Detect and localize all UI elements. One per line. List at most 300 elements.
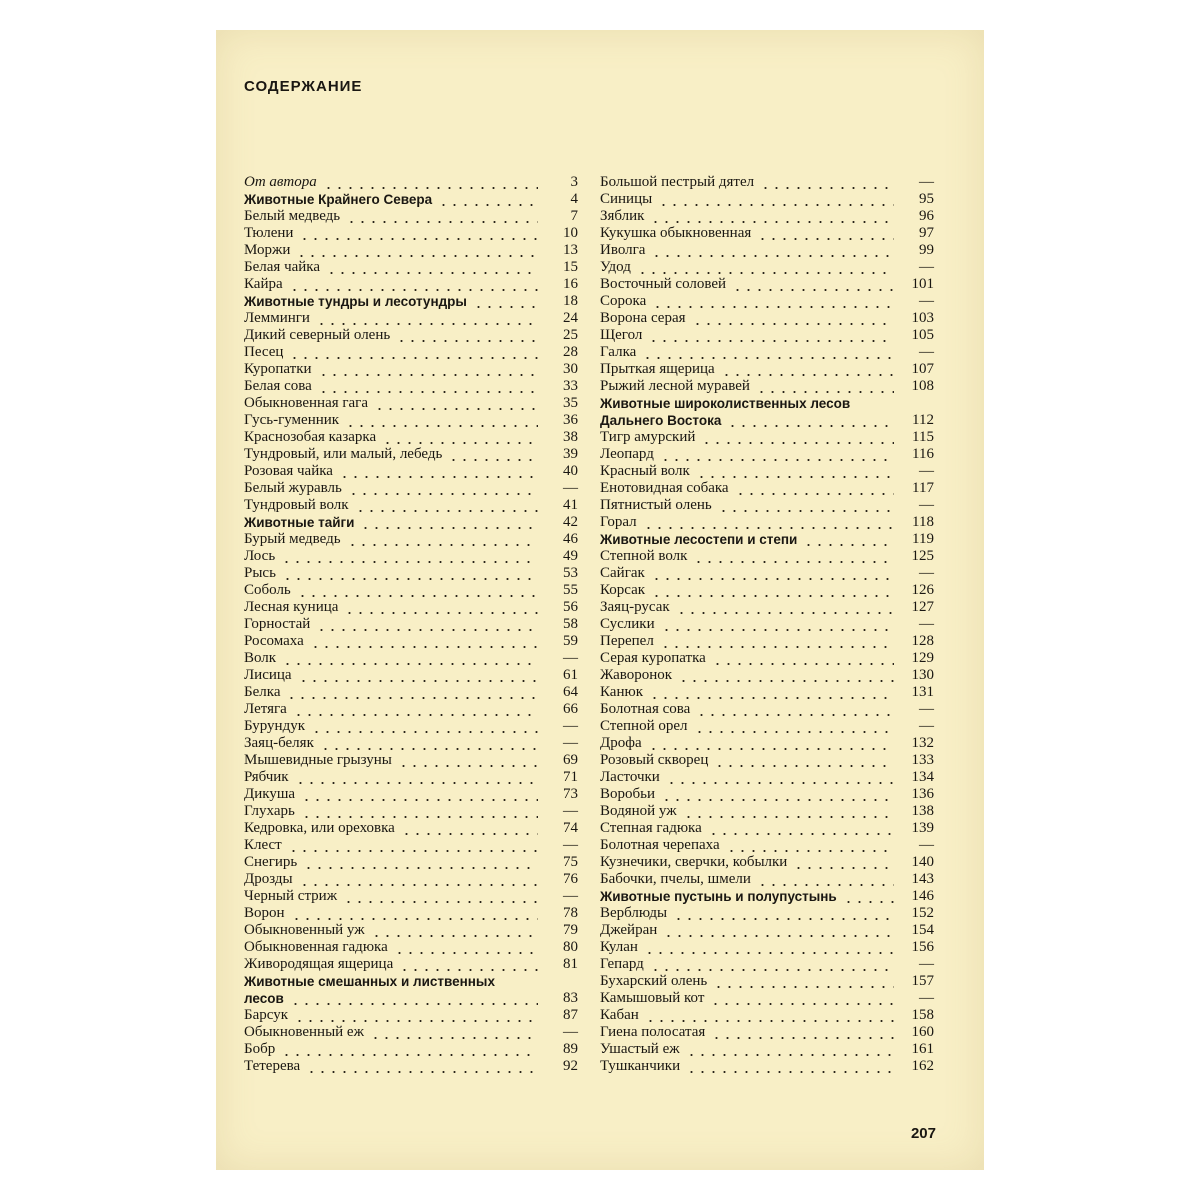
toc-entry-page: — [919, 956, 934, 972]
dot-leader [712, 752, 894, 769]
dot-leader [293, 769, 538, 786]
toc-entry [244, 633, 578, 650]
toc-entry [244, 344, 578, 361]
toc-entry-title: Дрофа [600, 735, 642, 751]
toc-entry-page: 46 [563, 531, 578, 547]
toc-entry-title: Дальнего Востока [600, 413, 722, 428]
toc-entry-title: Животные лесостепи и степи [600, 532, 798, 547]
toc-entry-page: 99 [919, 242, 934, 258]
dot-leader [394, 327, 538, 344]
toc-entry [244, 837, 578, 854]
toc-entry-page: 134 [911, 769, 934, 785]
toc-entry-page: 97 [919, 225, 934, 241]
dot-leader [287, 344, 538, 361]
toc-entry [244, 956, 578, 973]
toc-entry-page: — [563, 888, 578, 904]
dot-leader [316, 378, 538, 395]
toc-entry [600, 990, 934, 1007]
dot-leader [342, 599, 538, 616]
toc-entry-title: Прыткая ящерица [600, 361, 715, 377]
toc-entry-title: Воробьи [600, 786, 656, 802]
toc-entry-page: 56 [563, 599, 578, 615]
toc-entry-title: Красный волк [600, 463, 690, 479]
toc-entry-title: Клест [244, 837, 282, 853]
dot-leader [341, 888, 538, 905]
toc-entry [244, 497, 578, 514]
toc-entry-page: 49 [563, 548, 578, 564]
dot-leader [661, 922, 894, 939]
dot-leader [279, 1041, 538, 1058]
toc-entry-page: 116 [912, 446, 934, 462]
toc-section-entry [244, 191, 578, 208]
dot-leader [297, 225, 538, 242]
toc-entry [600, 242, 934, 259]
toc-entry-title: Болотная сова [600, 701, 691, 717]
toc-entry [600, 259, 934, 276]
toc-entry [600, 276, 934, 293]
dot-leader [791, 854, 894, 871]
toc-entry-page: — [919, 259, 934, 275]
toc-entry-page: 152 [911, 905, 934, 921]
toc-entry-title: Большой пестрый дятел [600, 174, 755, 190]
toc-entry-page: 127 [911, 599, 934, 615]
dot-leader [368, 1024, 538, 1041]
toc-entry [600, 1007, 934, 1024]
toc-entry-page: 30 [563, 361, 578, 377]
toc-entry [600, 599, 934, 616]
toc-entry [600, 735, 934, 752]
toc-entry [244, 327, 578, 344]
dot-leader [318, 735, 538, 752]
toc-entry-page: 40 [563, 463, 578, 479]
dot-leader [286, 837, 538, 854]
toc-entry-page: 158 [911, 1007, 934, 1023]
toc-entry-page: — [563, 735, 578, 751]
dot-leader [499, 973, 538, 990]
dot-leader [635, 259, 894, 276]
toc-entry-page: 75 [563, 854, 578, 870]
toc-entry-page: 112 [912, 412, 934, 428]
toc-entry-page: 36 [563, 412, 578, 428]
dot-leader [649, 582, 894, 599]
toc-section-entry [600, 888, 934, 905]
toc-entry [600, 174, 934, 191]
dot-leader [694, 701, 894, 718]
toc-entry [244, 1058, 578, 1075]
toc-entry-page: — [919, 718, 934, 734]
toc-entry [244, 684, 578, 701]
toc-entry-page: 33 [563, 378, 578, 394]
toc-right-column [600, 174, 934, 1075]
dot-leader [294, 242, 538, 259]
toc-entry-page: — [919, 565, 934, 581]
toc-entry-page: 3 [570, 174, 578, 190]
toc-entry [244, 361, 578, 378]
toc-entry-title: Розовый скворец [600, 752, 709, 768]
dot-leader [436, 191, 538, 208]
toc-entry-page: 136 [911, 786, 934, 802]
dot-leader [296, 667, 538, 684]
toc-entry-title: Снегирь [244, 854, 298, 870]
dot-leader [724, 837, 894, 854]
toc-entry [244, 718, 578, 735]
dot-leader [854, 395, 894, 412]
toc-entry [600, 701, 934, 718]
toc-entry-page: 76 [563, 871, 578, 887]
toc-entry-title: Перепел [600, 633, 654, 649]
dot-leader [711, 973, 894, 990]
toc-entry-page: 7 [570, 208, 578, 224]
toc-entry-page: — [563, 837, 578, 853]
toc-entry-title: Дикуша [244, 786, 296, 802]
toc-entry [244, 854, 578, 871]
toc-entry-page: 154 [911, 922, 934, 938]
dot-leader [345, 531, 538, 548]
toc-entry-page: 161 [911, 1041, 934, 1057]
dot-leader [369, 922, 538, 939]
toc-entry-title: Зяблик [600, 208, 645, 224]
toc-entry [600, 446, 934, 463]
toc-entry-title: Горал [600, 514, 637, 530]
dot-leader [399, 820, 538, 837]
toc-entry-page: 125 [911, 548, 934, 564]
dot-leader [664, 769, 894, 786]
toc-entry-page: 53 [563, 565, 578, 581]
toc-entry [600, 361, 934, 378]
toc-entry [600, 616, 934, 633]
toc-entry-page: — [563, 803, 578, 819]
dot-leader [801, 531, 894, 548]
toc-entry-page: 4 [570, 191, 578, 207]
toc-entry [244, 446, 578, 463]
toc-entry [244, 208, 578, 225]
toc-entry [600, 956, 934, 973]
toc-entry [244, 378, 578, 395]
dot-leader [292, 1007, 538, 1024]
toc-entry-page: 132 [911, 735, 934, 751]
toc-entry-title: Песец [244, 344, 284, 360]
toc-entry [600, 769, 934, 786]
dot-leader [324, 259, 538, 276]
toc-entry-title: Лемминги [244, 310, 310, 326]
dot-leader [643, 1007, 894, 1024]
dot-leader [681, 803, 894, 820]
toc-entry [244, 276, 578, 293]
dot-leader [309, 718, 538, 735]
toc-entry [244, 259, 578, 276]
toc-entry-title: Животные широколиственных лесов [600, 396, 851, 411]
toc-entry-page: 138 [911, 803, 934, 819]
toc-entry-title: Лось [244, 548, 276, 564]
toc-entry [244, 582, 578, 599]
toc-entry-title: Степная гадюка [600, 820, 702, 836]
toc-entry-page: 107 [911, 361, 934, 377]
toc-entry-page: — [919, 990, 934, 1006]
dot-leader [650, 293, 894, 310]
toc-entry-page: 146 [911, 888, 934, 904]
toc-entry-page: 28 [563, 344, 578, 360]
toc-entry-title: Волк [244, 650, 277, 666]
dot-leader [649, 242, 894, 259]
dot-leader [396, 752, 538, 769]
toc-entry-title: Гепард [600, 956, 644, 972]
toc-entry [244, 786, 578, 803]
dot-leader [287, 276, 538, 293]
toc-entry-page: — [919, 497, 934, 513]
toc-section-entry [600, 531, 934, 548]
toc-entry-page: — [919, 616, 934, 632]
dot-leader [380, 429, 538, 446]
toc-entry-page: 133 [911, 752, 934, 768]
toc-entry [244, 1007, 578, 1024]
toc-entry [244, 803, 578, 820]
dot-leader [733, 480, 894, 497]
dot-leader [708, 990, 894, 1007]
toc-entry-title: Джейран [600, 922, 658, 938]
dot-leader [344, 208, 538, 225]
dot-leader [649, 565, 894, 582]
toc-entry-title: Животные тундры и лесотундры [244, 294, 467, 309]
toc-entry [600, 1058, 934, 1075]
toc-entry [600, 497, 934, 514]
toc-entry-page: 73 [563, 786, 578, 802]
dot-leader [289, 905, 538, 922]
toc-entry [244, 616, 578, 633]
toc-entry [600, 327, 934, 344]
toc-entry [244, 412, 578, 429]
dot-leader [346, 480, 538, 497]
toc-entry [600, 514, 934, 531]
toc-entry [244, 225, 578, 242]
toc-entry-title: Камышовый кот [600, 990, 705, 1006]
toc-entry-title: Пятнистый олень [600, 497, 712, 513]
toc-entry-page: 96 [919, 208, 934, 224]
toc-entry-page: 41 [563, 497, 578, 513]
dot-leader [641, 514, 894, 531]
toc-entry [600, 650, 934, 667]
dot-leader [730, 276, 894, 293]
toc-entry [600, 310, 934, 327]
toc-entry-page: — [563, 718, 578, 734]
toc-entry-title: Канюк [600, 684, 643, 700]
dot-leader [694, 463, 894, 480]
toc-entry-page: 108 [911, 378, 934, 394]
toc-entry [600, 718, 934, 735]
toc-entry-page: 80 [563, 939, 578, 955]
toc-section-entry [600, 412, 934, 429]
toc-entry-title: Енотовидная собака [600, 480, 729, 496]
toc-entry-title: Рыжий лесной муравей [600, 378, 750, 394]
toc-entry-title: лесов [244, 991, 284, 1006]
toc-entry [600, 565, 934, 582]
toc-entry-page: 157 [911, 973, 934, 989]
page-number: 207 [910, 1125, 936, 1142]
toc-entry-page: 118 [912, 514, 934, 530]
toc-entry [600, 786, 934, 803]
toc-entry [600, 973, 934, 990]
toc-entry-title: Гусь-гуменник [244, 412, 340, 428]
dot-leader [659, 786, 894, 803]
toc-entry-page: 87 [563, 1007, 578, 1023]
toc-entry-title: Глухарь [244, 803, 295, 819]
toc-entry-title: Рябчик [244, 769, 289, 785]
toc-entry [600, 854, 934, 871]
toc-entry-page: 128 [911, 633, 934, 649]
dot-leader [295, 582, 538, 599]
toc-entry-page: 143 [911, 871, 934, 887]
dot-leader [755, 225, 894, 242]
toc-entry [600, 1041, 934, 1058]
dot-leader [308, 633, 538, 650]
toc-entry [244, 242, 578, 259]
dot-leader [646, 327, 894, 344]
toc-entry-page: 139 [911, 820, 934, 836]
toc-entry [600, 871, 934, 888]
dot-leader [658, 446, 894, 463]
toc-entry-page: 140 [911, 854, 934, 870]
dot-leader [754, 378, 894, 395]
toc-entry-page: 16 [563, 276, 578, 292]
toc-entry-title: Серая куропатка [600, 650, 706, 666]
dot-leader [671, 905, 894, 922]
toc-entry [600, 225, 934, 242]
dot-leader [648, 208, 894, 225]
toc-entry-title: Дикий северный олень [244, 327, 391, 343]
toc-entry-title: Иволга [600, 242, 646, 258]
dot-leader [280, 565, 538, 582]
toc-entry-page: 42 [563, 514, 578, 530]
toc-entry [600, 837, 934, 854]
toc-entry-title: Ворона серая [600, 310, 686, 326]
toc-entry-title: Болотная черепаха [600, 837, 720, 853]
toc-entry-title: Обыкновенный уж [244, 922, 365, 938]
toc-entry-page: 105 [911, 327, 934, 343]
toc-entry-page: 25 [563, 327, 578, 343]
toc-entry-page: 59 [563, 633, 578, 649]
toc-entry-page: 35 [563, 395, 578, 411]
toc-entry [600, 208, 934, 225]
toc-entry-page: 24 [563, 310, 578, 326]
toc-entry-page: 119 [912, 531, 934, 547]
dot-leader [316, 361, 538, 378]
toc-entry-title: Белая чайка [244, 259, 321, 275]
toc-entry-page: 10 [563, 225, 578, 241]
dot-leader [716, 497, 894, 514]
toc-entry [244, 871, 578, 888]
toc-entry [600, 820, 934, 837]
toc-entry-title: Кабан [600, 1007, 639, 1023]
toc-entry-page: — [919, 174, 934, 190]
toc-entry-title: Корсак [600, 582, 646, 598]
toc-entry-title: Бабочки, пчелы, шмели [600, 871, 751, 887]
dot-leader [297, 871, 538, 888]
dot-leader [658, 633, 894, 650]
toc-entry-title: Бухарский олень [600, 973, 708, 989]
toc-entry-title: Жаворонок [600, 667, 673, 683]
toc-entry [244, 395, 578, 412]
toc-entry-title: Бурый медведь [244, 531, 341, 547]
toc-entry [600, 293, 934, 310]
toc-entry [244, 888, 578, 905]
toc-entry-title: Лесная куница [244, 599, 339, 615]
toc-entry-title: Кукушка обыкновенная [600, 225, 752, 241]
toc-entry-title: Лисица [244, 667, 292, 683]
toc-entry-title: Заяц-русак [600, 599, 670, 615]
toc-entry-title: Синицы [600, 191, 653, 207]
toc-entry-title: Дрозды [244, 871, 293, 887]
toc-entry [244, 174, 578, 191]
toc-entry-page: 117 [912, 480, 934, 496]
toc-entry [244, 548, 578, 565]
dot-leader [446, 446, 538, 463]
toc-entry-title: Горностай [244, 616, 311, 632]
dot-leader [725, 412, 894, 429]
toc-entry-title: Ушастый еж [600, 1041, 680, 1057]
toc-entry-title: Росомаха [244, 633, 304, 649]
toc-entry-title: Животные Крайнего Севера [244, 192, 433, 207]
dot-leader [301, 854, 538, 871]
toc-entry [600, 582, 934, 599]
toc-entry-page: — [919, 293, 934, 309]
toc-entry-title: Ворон [244, 905, 285, 921]
toc-entry-title: Барсук [244, 1007, 289, 1023]
toc-entry-page: — [563, 1024, 578, 1040]
dot-leader [353, 497, 538, 514]
dot-leader [640, 344, 894, 361]
dot-leader [674, 599, 894, 616]
toc-entry-title: Сайгак [600, 565, 645, 581]
toc-entry-title: Гиена полосатая [600, 1024, 706, 1040]
toc-left-column [244, 174, 578, 1075]
toc-entry [600, 684, 934, 701]
toc-entry-page: 160 [911, 1024, 934, 1040]
toc-entry [244, 701, 578, 718]
toc-entry-title: Животные пустынь и полупустынь [600, 889, 837, 904]
dot-leader [284, 684, 538, 701]
toc-entry-page: 64 [563, 684, 578, 700]
toc-entry-page: 38 [563, 429, 578, 445]
toc-entry-page: — [919, 837, 934, 853]
toc-entry [244, 769, 578, 786]
dot-leader [343, 412, 538, 429]
dot-leader [288, 990, 538, 1007]
dot-leader [392, 939, 538, 956]
toc-entry [600, 344, 934, 361]
toc-entry-page: — [563, 480, 578, 496]
toc-entry [244, 480, 578, 497]
toc-entry [244, 463, 578, 480]
toc-entry [244, 820, 578, 837]
toc-entry-title: Моржи [244, 242, 291, 258]
dot-leader [709, 1024, 894, 1041]
toc-entry [244, 1041, 578, 1058]
dot-leader [304, 1058, 538, 1075]
toc-entry-title: Кайра [244, 276, 283, 292]
toc-entry-title: Суслики [600, 616, 655, 632]
toc-entry-title: Белый медведь [244, 208, 341, 224]
dot-leader [299, 803, 538, 820]
toc-entry [244, 939, 578, 956]
toc-entry [244, 650, 578, 667]
toc-entry [600, 548, 934, 565]
toc-entry-title: Розовая чайка [244, 463, 333, 479]
book-page [216, 30, 984, 1170]
toc-section-entry [600, 395, 934, 412]
dot-leader [659, 616, 894, 633]
toc-entry-title: Сорока [600, 293, 647, 309]
toc-entry [244, 922, 578, 939]
toc-entry [600, 1024, 934, 1041]
